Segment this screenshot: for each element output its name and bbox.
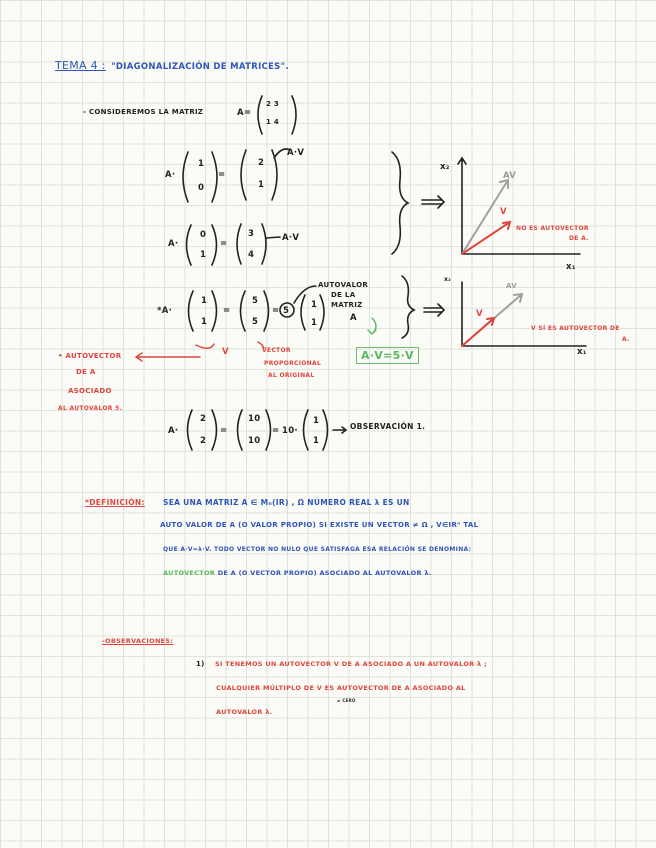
- implies-arrow-2: [424, 304, 444, 316]
- autovalor-note-1: AUTOVALOR: [318, 281, 369, 289]
- row4-vec-unit-2: 1: [313, 436, 320, 446]
- definition-line-1: SEA UNA MATRIZ A ∈ Mₙ(IR) , Ω NÚMERO REAL λ ES UN: [163, 498, 410, 507]
- definition-line-3: QUE A·V=λ·V. TODO VECTOR NO NULO QUE SATISFAGA ESA RELACIÓN SE DENOMINA:: [163, 546, 472, 553]
- graph1-x-label: x₁: [566, 262, 576, 272]
- row2-in-right-paren: [212, 225, 217, 265]
- row4-in-right-paren: [212, 410, 217, 450]
- row2-vec-out-2: 4: [248, 250, 255, 260]
- graph2-x-label: x₁: [577, 347, 587, 357]
- row4-vec-in-1: 2: [200, 414, 207, 424]
- boxed-equation: A·V=5·V: [356, 347, 419, 364]
- row4-lhs: A·: [168, 426, 179, 436]
- left-note-4: AL AUTOVALOR 5.: [58, 405, 123, 412]
- row2-in-left-paren: [187, 225, 192, 265]
- intro-matrix-row-2: 1 4: [266, 118, 280, 126]
- row4-out-left-paren: [238, 410, 243, 450]
- graph1-v-vector: [462, 222, 510, 254]
- row3-unit-left-paren: [301, 295, 305, 330]
- row3-scalar-circle: [280, 303, 294, 317]
- row1-vec-out-2: 1: [258, 180, 265, 190]
- autovalor-note-2: DE LA: [331, 291, 356, 299]
- row2-lhs: A·: [168, 239, 179, 249]
- graph1-y-axis: [458, 158, 466, 254]
- row4-unit-left-paren: [304, 410, 309, 450]
- intro-matrix-left-paren: [258, 96, 262, 134]
- row3-equals-2: =: [272, 306, 280, 316]
- row2-out-left-paren: [237, 224, 241, 264]
- autovector-term: AUTOVECTOR: [163, 569, 216, 577]
- graph1-av-label: AV: [503, 171, 517, 181]
- row3-in-left-paren: [189, 291, 194, 331]
- intro-matrix-row-1: 2 3: [266, 100, 280, 108]
- row4-arrow: [333, 427, 346, 433]
- row2-note: A·V: [282, 233, 300, 243]
- implies-arrow-1: [422, 196, 444, 208]
- row1-vec-in-2: 0: [198, 183, 205, 193]
- left-note-2: DE A: [76, 368, 96, 376]
- row3-equals-1: =: [223, 306, 231, 316]
- autovalor-green-arrow: [368, 318, 376, 334]
- row1-vec-out-1: 2: [258, 158, 265, 168]
- row3-underline-link: [196, 344, 214, 348]
- intro-label: - CONSIDEREMOS LA MATRIZ: [83, 108, 204, 116]
- intro-lhs: A=: [237, 108, 252, 118]
- autovalor-matrix: A: [350, 313, 357, 323]
- observation-1-line-1: SI TENEMOS UN AUTOVECTOR V DE A ASOCIADO A UN AUTOVALOR λ ;: [215, 660, 487, 668]
- row3-out-left-paren: [241, 291, 246, 331]
- graph2-v-label: V: [476, 309, 483, 319]
- graph2-av-label: AV: [506, 282, 517, 290]
- row4-vec-in-2: 2: [200, 436, 207, 446]
- left-note-3: ASOCIADO: [68, 387, 112, 395]
- observation-1-line-2: CUALQUIER MÚLTIPLO DE V ES AUTOVECTOR DE A ASOCIADO AL: [216, 684, 466, 692]
- definition-line-2: AUTO VALOR DE A (O VALOR PROPIO) SI EXISTE UN VECTOR ≠ Ω , V∈IRⁿ TAL: [160, 521, 479, 529]
- definition-label: *DEFINICIÓN:: [85, 498, 145, 507]
- row2-vec-in-2: 1: [200, 250, 207, 260]
- row4-in-left-paren: [188, 410, 193, 450]
- intro-matrix-right-paren: [292, 96, 296, 134]
- row4-note: OBSERVACIÓN 1.: [350, 422, 426, 431]
- row4-vec-unit-1: 1: [313, 416, 320, 426]
- observations-label: -OBSERVACIONES:: [102, 637, 174, 645]
- row2-equals: =: [220, 239, 228, 249]
- title-prefix: TEMA 4 :: [55, 59, 106, 72]
- vector-note-1: VECTOR: [262, 347, 291, 354]
- graph1-note-1: NO ES AUTOVECTOR: [516, 225, 589, 232]
- row1-out-left-paren: [241, 150, 246, 200]
- brace-2: [402, 276, 414, 338]
- row1-in-left-paren: [183, 152, 188, 202]
- row3-vec-in-1: 1: [201, 296, 208, 306]
- row3-vec-out-1: 5: [252, 296, 259, 306]
- left-note-arrow: [136, 353, 200, 361]
- row2-vec-in-1: 0: [200, 230, 207, 240]
- row3-scalar: 5: [283, 306, 290, 316]
- row1-vec-in-1: 1: [198, 159, 205, 169]
- observation-1-line-3: AUTOVALOR λ.: [216, 708, 273, 716]
- row3-unit-right-paren: [320, 295, 324, 330]
- vector-note-arrow: [258, 342, 264, 348]
- row2-vec-out-1: 3: [248, 229, 255, 239]
- autovalor-note-3: MATRIZ: [331, 301, 363, 309]
- row1-in-right-paren: [212, 152, 217, 202]
- graph1-note-2: DE A.: [569, 235, 589, 242]
- row1-arrow: [274, 149, 290, 158]
- row1-lhs: A·: [165, 170, 176, 180]
- row2-arrow: [266, 237, 280, 238]
- graph2-y-label: x₂: [444, 276, 452, 283]
- vector-note-3: AL ORIGINAL: [268, 372, 315, 379]
- graph1-y-label: x₂: [440, 162, 450, 172]
- graph1-v-label: V: [500, 207, 507, 217]
- row4-vec-out-1: 10: [248, 414, 261, 424]
- definition-line-4-rest: DE A (O VECTOR PROPIO) ASOCIADO AL AUTOVALOR λ.: [217, 569, 432, 577]
- row3-vec-in-2: 1: [201, 317, 208, 327]
- row4-equals-1: =: [220, 426, 228, 436]
- row3-out-right-paren: [264, 291, 269, 331]
- row3-vec-unit-2: 1: [311, 318, 318, 328]
- title-text: "DIAGONALIZACIÓN DE MATRICES".: [111, 62, 289, 72]
- row1-note: A·V: [287, 148, 305, 158]
- row1-equals: =: [218, 170, 226, 180]
- row4-out-right-paren: [266, 410, 271, 450]
- observation-1-number: 1): [196, 660, 205, 668]
- observation-1-small: ≠ CERO: [337, 698, 356, 703]
- row3-lhs: *A·: [157, 306, 173, 316]
- graph2-note-1: V SÍ ES AUTOVECTOR DE: [531, 325, 620, 332]
- graph1-av-vector: [462, 180, 508, 254]
- row3-vec-unit-1: 1: [311, 300, 318, 310]
- graph2-note-2: A.: [622, 336, 630, 343]
- vector-note-2: PROPORCIONAL: [264, 360, 322, 367]
- row3-vec-out-2: 5: [252, 317, 259, 327]
- row4-unit-right-paren: [323, 410, 328, 450]
- graph2-v-vector: [462, 318, 494, 346]
- row2-out-right-paren: [262, 224, 266, 264]
- row4-scalar: 10·: [282, 426, 298, 436]
- left-note-1: • AUTOVECTOR: [58, 352, 122, 360]
- row4-vec-out-2: 10: [248, 436, 261, 446]
- row4-equals-2: =: [272, 426, 280, 436]
- row3-in-right-paren: [212, 291, 217, 331]
- row3-v-label: V: [222, 347, 229, 357]
- brace-1: [392, 152, 408, 254]
